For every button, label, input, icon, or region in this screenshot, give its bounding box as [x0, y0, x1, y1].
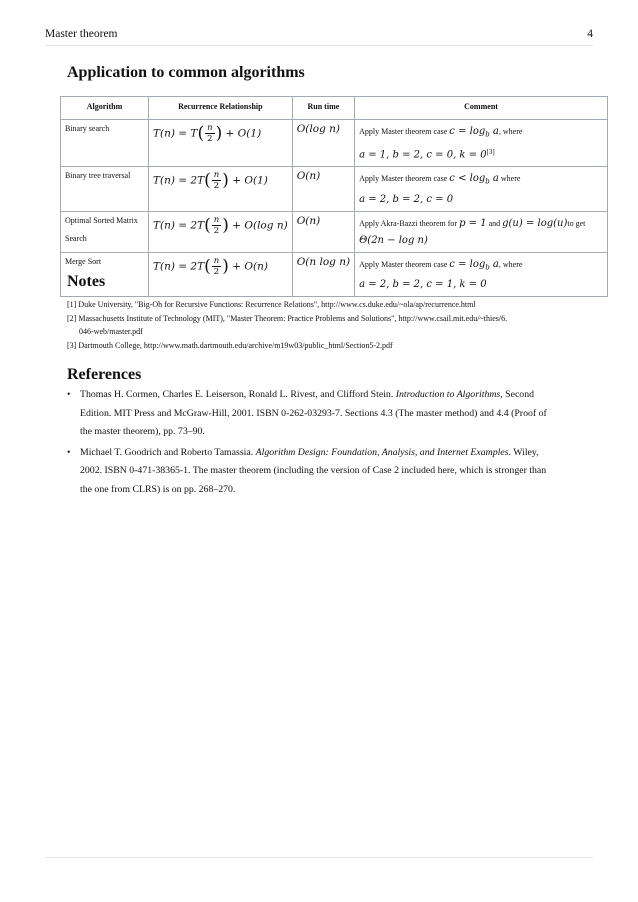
section-heading-references: References	[67, 366, 142, 383]
recurrence-rhs: + O(1)	[225, 127, 262, 140]
list-item	[67, 386, 557, 442]
cell-algorithm: Binary tree traversal	[61, 167, 149, 212]
recurrence-lhs: T(n) = 2T	[153, 260, 205, 273]
list-item	[67, 299, 557, 312]
section-heading-notes: Notes	[67, 273, 106, 290]
footer-divider	[45, 857, 593, 858]
recurrence-rhs: + O(1)	[232, 174, 268, 187]
comment-math: g(u) = log(u)	[502, 217, 568, 229]
list-item	[67, 444, 557, 500]
comment-text: Apply Master theorem case	[359, 259, 450, 269]
recurrence-rhs: + O(log n)	[232, 219, 288, 232]
fraction	[205, 123, 214, 144]
cell-recurrence: T(n) = 2T( $\frac{n}{2}$ ) + O(1)	[149, 167, 293, 212]
cell-runtime: O(log n)	[292, 120, 354, 167]
cell-algorithm: Binary search	[61, 120, 149, 167]
comment-text: , where	[498, 127, 523, 136]
table-row	[61, 211, 608, 252]
cell-comment	[355, 252, 608, 297]
cell-runtime: O(n)	[292, 167, 354, 212]
comment-text: Apply Master theorem case	[359, 174, 450, 184]
reference-title: Introduction to Algorithms	[395, 389, 501, 400]
cell-runtime: O(n log n)	[292, 252, 354, 297]
note-number: [2]	[67, 314, 77, 323]
fraction	[212, 256, 221, 277]
running-title: Master theorem	[45, 28, 118, 40]
comment-subscript: b	[485, 130, 490, 139]
comment-math: p = 1	[459, 217, 487, 229]
comment-math: a = 1, b = 2, c = 0, k = 0	[359, 149, 487, 161]
note-number: [3]	[67, 340, 77, 350]
cell-algorithm: Merge Sort	[61, 252, 149, 297]
cell-comment	[355, 211, 608, 252]
reference-authors: Michael T. Goodrich and Roberto Tamassia.	[80, 446, 256, 458]
header-divider	[45, 45, 593, 46]
fraction-denominator: 2	[213, 266, 220, 277]
comment-subscript: b	[485, 177, 490, 186]
fraction-numerator: n	[207, 123, 213, 133]
table-row	[61, 120, 608, 167]
comment-math: a	[489, 173, 499, 185]
reference-authors: Thomas H. Cormen, Charles E. Leiserson, Ronald L. Rivest, and Clifford Stein.	[80, 389, 396, 400]
note-text-continuation[interactable]: 046-web/master.pdf	[79, 326, 143, 336]
comment-math: c < log	[449, 173, 486, 185]
fraction-numerator: n	[213, 170, 220, 181]
fraction-denominator: 2	[213, 181, 220, 192]
table-header-row	[61, 97, 608, 120]
recurrence-rhs: + O(n)	[232, 260, 268, 273]
note-text[interactable]: Dartmouth College, http://www.math.dartmouth.edu/archive/m19w03/public_html/Section5-2.pdf	[78, 340, 393, 350]
page-header	[45, 28, 593, 44]
comment-text: and	[488, 218, 503, 228]
fraction-numerator: n	[213, 255, 220, 266]
table-row	[61, 252, 608, 297]
comment-math: Θ(2n − log n)	[359, 234, 428, 246]
page-number: 4	[587, 28, 593, 40]
comment-text: , where	[498, 259, 523, 269]
section-heading-application: Application to common algorithms	[67, 64, 305, 81]
comment-text: where	[498, 174, 521, 184]
references-list	[67, 386, 557, 501]
comment-math: a = 2, b = 2, c = 1, k = 0	[359, 279, 487, 291]
comment-text: to get	[567, 218, 586, 228]
column-header-comment: Comment	[355, 97, 608, 120]
note-number: [1]	[67, 300, 77, 309]
cell-recurrence: T(n) = 2T( $\frac{n}{2}$ ) + O(n)	[149, 252, 293, 297]
cell-comment	[355, 167, 608, 212]
comment-text: Apply Master theorem case	[359, 127, 450, 136]
cell-algorithm: Optimal Sorted Matrix Search	[61, 211, 149, 252]
comment-math: a	[489, 126, 499, 137]
column-header-algorithm: Algorithm	[61, 97, 149, 120]
column-header-recurrence: Recurrence Relationship	[149, 97, 293, 120]
fraction-denominator: 2	[207, 134, 213, 144]
citation-link[interactable]: [3]	[486, 147, 495, 156]
cell-comment	[355, 120, 608, 167]
recurrence-lhs: T(n) = 2T	[153, 219, 205, 232]
list-item	[67, 340, 557, 353]
note-text[interactable]: Massachusetts Institute of Technology (MIT), "Master Theorem: Practice Problems and Solutions", http://www.csail.mit.edu/~thies/6.	[78, 314, 508, 323]
list-item	[67, 313, 557, 338]
cell-runtime: O(n)	[292, 211, 354, 252]
comment-subscript: b	[485, 263, 490, 272]
comment-math: c = log	[449, 126, 486, 137]
algorithms-table	[60, 96, 608, 297]
cell-recurrence: T(n) = 2T( $\frac{n}{2}$ ) + O(log n)	[149, 211, 293, 252]
recurrence-lhs: T(n) = T	[153, 127, 198, 140]
fraction-denominator: 2	[213, 225, 220, 236]
recurrence-lhs: T(n) = 2T	[153, 174, 205, 187]
reference-title: Algorithm Design: Foundation, Analysis, and Internet Examples	[255, 446, 509, 458]
reference-details: , Second Edition. MIT Press and McGraw-Hill, 2001. ISBN 0-262-03293-7. Sections 4.3 (The master method) and 4.4 (Proof of the master theorem), pp. 73–90.	[80, 389, 547, 437]
cell-recurrence: T(n) = T( $\frac{n}{2}$ ) + O(1)	[149, 120, 293, 167]
comment-text: Apply Akra-Bazzi theorem for	[359, 218, 460, 228]
reference-details: . Wiley, 2002. ISBN 0-471-38365-1. The master theorem (including the version of Case 2 included here, which is stronger than the one from CLRS) is on pp. 268–270.	[80, 446, 547, 495]
fraction	[212, 215, 221, 236]
notes-list	[67, 299, 557, 354]
note-text[interactable]: Duke University, "Big-Oh for Recursive Functions: Recurrence Relations", http://www.cs.duke.edu/~ola/ap/recurrence.html	[78, 300, 476, 309]
table-row	[61, 167, 608, 212]
column-header-runtime: Run time	[292, 97, 354, 120]
fraction-numerator: n	[213, 214, 220, 225]
comment-math: c = log	[449, 258, 486, 270]
fraction	[212, 170, 221, 191]
comment-math: a = 2, b = 2, c = 0	[359, 193, 454, 205]
comment-math: a	[489, 258, 499, 270]
